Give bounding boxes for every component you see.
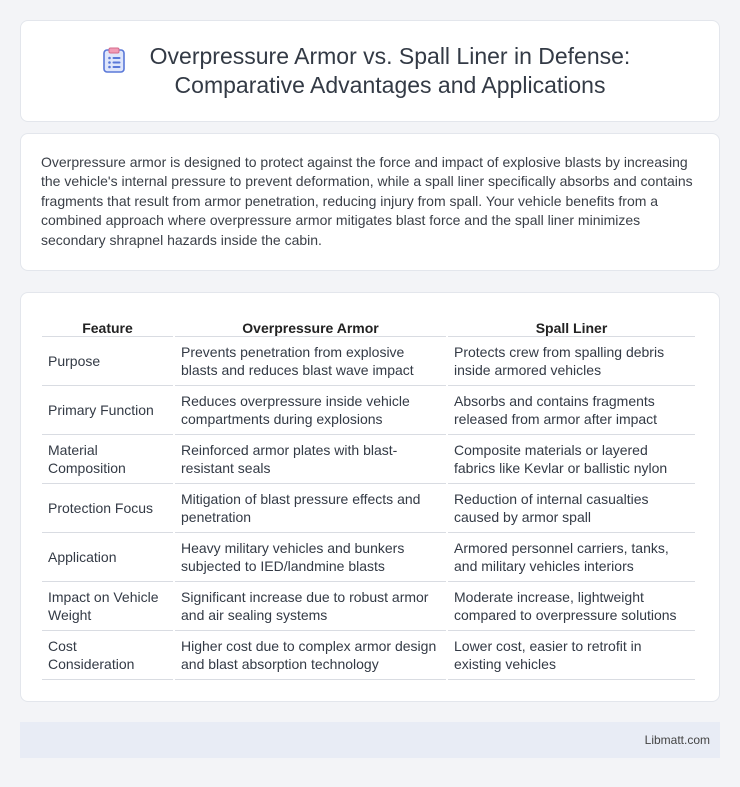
feature-cell: Protection Focus — [42, 484, 173, 533]
page-title: Overpressure Armor vs. Spall Liner in Defense: Comparative Advantages and Applications — [149, 43, 631, 98]
clipboard-icon — [100, 46, 128, 74]
header-overpressure-armor: Overpressure Armor — [175, 316, 446, 337]
table-row — [42, 533, 695, 582]
spall-liner-cell: Reduction of internal casualties caused by armor spall — [448, 484, 695, 533]
feature-cell: Impact on Vehicle Weight — [42, 582, 173, 631]
table-row — [42, 337, 695, 386]
table-row — [42, 435, 695, 484]
feature-cell: Cost Consideration — [42, 631, 173, 680]
feature-cell: Material Composition — [42, 435, 173, 484]
overpressure-cell: Reduces overpressure inside vehicle compartments during explosions — [175, 386, 446, 435]
spall-liner-cell: Protects crew from spalling debris inside armored vehicles — [448, 337, 695, 386]
spall-liner-cell: Armored personnel carriers, tanks, and military vehicles interiors — [448, 533, 695, 582]
title-card — [20, 20, 720, 122]
spall-liner-cell: Lower cost, easier to retrofit in existing vehicles — [448, 631, 695, 680]
table-row — [42, 582, 695, 631]
title-wrap — [100, 42, 640, 100]
table-row — [42, 484, 695, 533]
feature-cell: Primary Function — [42, 386, 173, 435]
table-row — [42, 631, 695, 680]
feature-cell: Purpose — [42, 337, 173, 386]
spall-liner-cell: Moderate increase, lightweight compared to overpressure solutions — [448, 582, 695, 631]
overpressure-cell: Mitigation of blast pressure effects and penetration — [175, 484, 446, 533]
summary-text: Overpressure armor is designed to protect against the force and impact of explosive blasts by increasing the vehicle's internal pressure to prevent deformation, while a spall liner specifically absorbs and contains fragments that result from armor penetration, reducing injury from spall. Your vehicle benefits from a combined approach where overpressure armor mitigates blast force and the spall liner minimizes secondary shrapnel hazards inside the cabin. — [41, 154, 693, 248]
header-feature: Feature — [42, 316, 173, 337]
comparison-table — [40, 316, 697, 680]
footer — [20, 722, 720, 758]
comparison-card — [20, 292, 720, 702]
header-spall-liner: Spall Liner — [448, 316, 695, 337]
spall-liner-cell: Composite materials or layered fabrics like Kevlar or ballistic nylon — [448, 435, 695, 484]
overpressure-cell: Heavy military vehicles and bunkers subjected to IED/landmine blasts — [175, 533, 446, 582]
overpressure-cell: Reinforced armor plates with blast-resistant seals — [175, 435, 446, 484]
table-row — [42, 386, 695, 435]
spall-liner-cell: Absorbs and contains fragments released from armor after impact — [448, 386, 695, 435]
summary-card — [20, 133, 720, 271]
feature-cell: Application — [42, 533, 173, 582]
table-header-row — [42, 316, 695, 337]
overpressure-cell: Prevents penetration from explosive blasts and reduces blast wave impact — [175, 337, 446, 386]
overpressure-cell: Significant increase due to robust armor and air sealing systems — [175, 582, 446, 631]
overpressure-cell: Higher cost due to complex armor design and blast absorption technology — [175, 631, 446, 680]
footer-brand-link[interactable]: Libmatt.com — [644, 733, 710, 747]
